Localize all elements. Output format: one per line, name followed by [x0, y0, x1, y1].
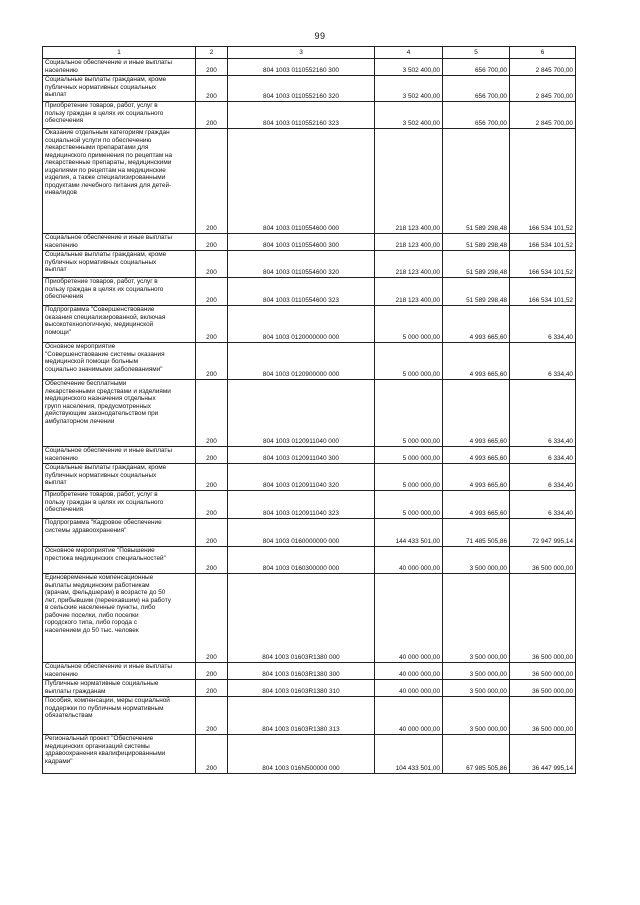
- row-remaining-amount-cell: [510, 547, 576, 574]
- row-executed-amount-cell-text: 4 993 665,60: [469, 370, 507, 378]
- row-executed-amount-cell-text: 51 589 298,48: [466, 241, 507, 249]
- table-row: [43, 343, 576, 380]
- row-classification-code-cell-text: 804 1003 0120911040 000: [263, 437, 339, 445]
- row-classification-code-cell: [228, 574, 375, 663]
- row-name-cell: [43, 306, 196, 343]
- table-body: [43, 59, 576, 774]
- row-assigned-amount-cell: [375, 663, 443, 680]
- row-executed-amount-cell-text: 4 993 665,60: [469, 509, 507, 517]
- row-classification-code-cell: [228, 491, 375, 519]
- row-executed-amount-cell: [443, 447, 510, 464]
- row-code-cell: [196, 519, 228, 547]
- row-assigned-amount-cell: [375, 76, 443, 102]
- budget-table: [42, 46, 576, 774]
- row-classification-code-cell: [228, 697, 375, 735]
- row-executed-amount-cell: [443, 278, 510, 306]
- row-assigned-amount-cell: [375, 735, 443, 774]
- row-remaining-amount-cell: [510, 574, 576, 663]
- row-classification-code-cell: [228, 464, 375, 491]
- row-name-cell-text: Социальное обеспечение и иные выплаты населению: [45, 447, 172, 462]
- row-remaining-amount-cell-text: 166 534 101,52: [528, 296, 573, 304]
- row-code-cell: [196, 129, 228, 234]
- row-executed-amount-cell-text: 656 700,00: [475, 66, 507, 74]
- row-name-cell: [43, 519, 196, 547]
- row-assigned-amount-cell: [375, 251, 443, 278]
- row-assigned-amount-cell-text: 144 433 501,00: [395, 537, 440, 545]
- row-code-cell: [196, 102, 228, 129]
- row-assigned-amount-cell: [375, 574, 443, 663]
- row-executed-amount-cell: [443, 519, 510, 547]
- row-code-cell-text: 200: [206, 509, 217, 517]
- row-remaining-amount-cell: [510, 663, 576, 680]
- row-classification-code-cell-text: 804 1003 0110554600 320: [263, 268, 339, 276]
- row-classification-code-cell: [228, 59, 375, 76]
- row-remaining-amount-cell-text: 36 500 000,00: [532, 687, 573, 695]
- row-remaining-amount-cell: [510, 343, 576, 380]
- row-assigned-amount-cell: [375, 464, 443, 491]
- row-assigned-amount-cell: [375, 343, 443, 380]
- row-code-cell-text: 200: [206, 66, 217, 74]
- row-name-cell: [43, 380, 196, 447]
- row-classification-code-cell-text: 804 1003 016N500000 000: [262, 764, 340, 772]
- row-executed-amount-cell: [443, 251, 510, 278]
- row-code-cell: [196, 547, 228, 574]
- row-classification-code-cell-text: 804 1003 0110552160 300: [263, 66, 339, 74]
- row-classification-code-cell-text: 804 1003 0110554600 323: [263, 296, 339, 304]
- row-executed-amount-cell-text: 4 993 665,60: [469, 437, 507, 445]
- table-header-row: [43, 47, 576, 59]
- row-name-cell-text: Пособия, компенсации, меры социальной поддержки по публичным нормативным обязательствам: [45, 697, 170, 719]
- row-assigned-amount-cell-text: 104 433 501,00: [395, 764, 440, 772]
- row-assigned-amount-cell-text: 40 000 000,00: [399, 687, 440, 695]
- row-name-cell: [43, 76, 196, 102]
- row-code-cell: [196, 278, 228, 306]
- row-name-cell-text: Основное мероприятие "Повышение престижа медицинских специальностей": [45, 547, 166, 562]
- table-row: [43, 306, 576, 343]
- row-remaining-amount-cell-text: 36 500 000,00: [532, 564, 573, 572]
- row-name-cell-text: Социальное обеспечение и иные выплаты населению: [45, 234, 172, 249]
- row-classification-code-cell: [228, 129, 375, 234]
- header-col-2: 2: [196, 47, 228, 59]
- row-code-cell-text: 200: [206, 564, 217, 572]
- row-classification-code-cell: [228, 663, 375, 680]
- row-remaining-amount-cell: [510, 380, 576, 447]
- row-name-cell: [43, 680, 196, 697]
- row-executed-amount-cell: [443, 59, 510, 76]
- row-code-cell-text: 200: [206, 437, 217, 445]
- row-classification-code-cell: [228, 76, 375, 102]
- table-row: [43, 519, 576, 547]
- row-assigned-amount-cell: [375, 547, 443, 574]
- row-code-cell-text: 200: [206, 537, 217, 545]
- row-code-cell-text: 200: [206, 687, 217, 695]
- row-remaining-amount-cell: [510, 76, 576, 102]
- row-classification-code-cell-text: 804 1003 0160000000 000: [262, 537, 340, 545]
- row-code-cell: [196, 735, 228, 774]
- row-assigned-amount-cell-text: 40 000 000,00: [399, 725, 440, 733]
- row-executed-amount-cell: [443, 663, 510, 680]
- row-name-cell: [43, 234, 196, 251]
- row-executed-amount-cell: [443, 680, 510, 697]
- row-classification-code-cell: [228, 735, 375, 774]
- row-executed-amount-cell: [443, 306, 510, 343]
- row-code-cell: [196, 697, 228, 735]
- row-classification-code-cell: [228, 278, 375, 306]
- table-row: [43, 251, 576, 278]
- header-col-5: 5: [443, 47, 510, 59]
- row-name-cell-text: Приобретение товаров, работ, услуг в пользу граждан в целях их социального обеспечения: [45, 491, 164, 513]
- row-name-cell-text: Оказание отдельным категориям граждан социальной услуги по обеспечению лекарственными препаратами для медицинского применения по рецептам на лекарственные препараты, медицинскими изделиями по рецептам на медицинские изделия, а также специализированными продуктами лечебного питания для детей- инвалидов: [45, 129, 173, 196]
- row-remaining-amount-cell-text: 6 334,40: [548, 481, 573, 489]
- row-assigned-amount-cell-text: 5 000 000,00: [402, 509, 440, 517]
- header-col-4: 4: [375, 47, 443, 59]
- row-assigned-amount-cell-text: 3 502 400,00: [402, 66, 440, 74]
- row-name-cell-text: Подпрограмма "Кадровое обеспечение системы здравоохранения": [45, 519, 162, 534]
- row-assigned-amount-cell: [375, 234, 443, 251]
- row-assigned-amount-cell: [375, 278, 443, 306]
- table-row: [43, 59, 576, 76]
- row-classification-code-cell-text: 804 1003 0120911040 320: [263, 481, 339, 489]
- table-row: [43, 102, 576, 129]
- row-code-cell: [196, 251, 228, 278]
- row-name-cell-text: Региональный проект "Обеспечение медицинских организаций системы здравоохранения квалифицированными кадрами": [45, 735, 166, 765]
- row-remaining-amount-cell-text: 2 845 700,00: [535, 119, 573, 127]
- row-classification-code-cell: [228, 519, 375, 547]
- row-remaining-amount-cell-text: 2 845 700,00: [535, 92, 573, 100]
- row-name-cell-text: Единовременные компенсационные выплаты медицинским работникам (врачам, фельдшерам) в возрасте до 50 лет, прибывшим (переехавшим) на работу в сельские населенные пункты, либо рабочие поселки, либо поселки городского типа, либо города с населением до 50 тыс. человек: [45, 574, 171, 634]
- row-name-cell-text: Приобретение товаров, работ, услуг в пользу граждан в целях их социального обеспечения: [45, 102, 164, 124]
- row-code-cell-text: 200: [206, 119, 217, 127]
- row-executed-amount-cell: [443, 491, 510, 519]
- row-classification-code-cell-text: 804 1003 0110552160 323: [263, 119, 339, 127]
- row-code-cell-text: 200: [206, 764, 217, 772]
- row-code-cell-text: 200: [206, 725, 217, 733]
- page-number: 99: [314, 31, 326, 41]
- table-row: [43, 234, 576, 251]
- table-row: [43, 76, 576, 102]
- row-assigned-amount-cell: [375, 380, 443, 447]
- row-remaining-amount-cell-text: 6 334,40: [548, 370, 573, 378]
- row-name-cell: [43, 59, 196, 76]
- row-name-cell: [43, 547, 196, 574]
- row-remaining-amount-cell-text: 6 334,40: [548, 509, 573, 517]
- row-assigned-amount-cell: [375, 306, 443, 343]
- row-name-cell: [43, 278, 196, 306]
- table-row: [43, 447, 576, 464]
- row-executed-amount-cell: [443, 234, 510, 251]
- header-col-6: 6: [510, 47, 576, 59]
- row-code-cell: [196, 447, 228, 464]
- table-row: [43, 380, 576, 447]
- table-row: [43, 663, 576, 680]
- row-executed-amount-cell-text: 51 589 298,48: [466, 224, 507, 232]
- row-remaining-amount-cell: [510, 519, 576, 547]
- row-assigned-amount-cell-text: 5 000 000,00: [402, 454, 440, 462]
- row-remaining-amount-cell-text: 36 500 000,00: [532, 670, 573, 678]
- table-row: [43, 464, 576, 491]
- row-name-cell: [43, 464, 196, 491]
- table-row: [43, 680, 576, 697]
- row-name-cell-text: Социальные выплаты гражданам, кроме публичных нормативных социальных выплат: [45, 76, 167, 98]
- row-assigned-amount-cell: [375, 680, 443, 697]
- row-remaining-amount-cell-text: 2 845 700,00: [535, 66, 573, 74]
- row-remaining-amount-cell: [510, 491, 576, 519]
- row-executed-amount-cell-text: 3 500 000,00: [469, 687, 507, 695]
- row-code-cell: [196, 306, 228, 343]
- row-code-cell-text: 200: [206, 481, 217, 489]
- row-name-cell-text: Социальные выплаты гражданам, кроме публичных нормативных социальных выплат: [45, 251, 167, 273]
- row-remaining-amount-cell-text: 166 534 101,52: [528, 241, 573, 249]
- row-assigned-amount-cell: [375, 491, 443, 519]
- row-classification-code-cell: [228, 102, 375, 129]
- row-classification-code-cell: [228, 306, 375, 343]
- row-name-cell: [43, 102, 196, 129]
- row-classification-code-cell-text: 804 1003 0120911040 300: [263, 454, 339, 462]
- row-remaining-amount-cell-text: 36 447 995,14: [532, 764, 573, 772]
- row-name-cell: [43, 251, 196, 278]
- row-classification-code-cell: [228, 343, 375, 380]
- row-name-cell-text: Основное мероприятие "Совершенствование системы оказания медицинской помощи больным социально значимыми заболеваниями": [45, 343, 165, 373]
- row-remaining-amount-cell: [510, 278, 576, 306]
- row-executed-amount-cell-text: 3 500 000,00: [469, 670, 507, 678]
- row-assigned-amount-cell-text: 3 502 400,00: [402, 119, 440, 127]
- row-assigned-amount-cell-text: 218 123 400,00: [395, 241, 440, 249]
- row-code-cell: [196, 574, 228, 663]
- row-executed-amount-cell-text: 3 500 000,00: [469, 725, 507, 733]
- row-executed-amount-cell: [443, 102, 510, 129]
- row-remaining-amount-cell-text: 36 500 000,00: [532, 653, 573, 661]
- row-remaining-amount-cell: [510, 306, 576, 343]
- row-executed-amount-cell: [443, 697, 510, 735]
- row-name-cell: [43, 343, 196, 380]
- row-remaining-amount-cell-text: 72 947 995,14: [532, 537, 573, 545]
- row-executed-amount-cell-text: 656 700,00: [475, 119, 507, 127]
- row-code-cell-text: 200: [206, 268, 217, 276]
- row-remaining-amount-cell: [510, 697, 576, 735]
- row-code-cell: [196, 380, 228, 447]
- row-executed-amount-cell-text: 3 500 000,00: [469, 564, 507, 572]
- row-remaining-amount-cell: [510, 234, 576, 251]
- row-remaining-amount-cell: [510, 102, 576, 129]
- row-code-cell-text: 200: [206, 92, 217, 100]
- row-classification-code-cell-text: 804 1003 0110554600 300: [263, 241, 339, 249]
- row-code-cell-text: 200: [206, 224, 217, 232]
- table-row: [43, 278, 576, 306]
- row-executed-amount-cell-text: 51 589 298,48: [466, 296, 507, 304]
- row-assigned-amount-cell: [375, 102, 443, 129]
- row-assigned-amount-cell: [375, 59, 443, 76]
- row-executed-amount-cell: [443, 735, 510, 774]
- row-classification-code-cell-text: 804 1003 0110552160 320: [263, 92, 339, 100]
- row-classification-code-cell: [228, 447, 375, 464]
- row-remaining-amount-cell: [510, 735, 576, 774]
- row-code-cell-text: 200: [206, 296, 217, 304]
- row-executed-amount-cell-text: 67 985 505,86: [466, 764, 507, 772]
- row-name-cell: [43, 697, 196, 735]
- row-code-cell: [196, 663, 228, 680]
- row-executed-amount-cell: [443, 129, 510, 234]
- table-row: [43, 735, 576, 774]
- header-col-1: 1: [43, 47, 196, 59]
- row-assigned-amount-cell: [375, 519, 443, 547]
- row-assigned-amount-cell-text: 40 000 000,00: [399, 653, 440, 661]
- row-assigned-amount-cell-text: 5 000 000,00: [402, 333, 440, 341]
- row-classification-code-cell-text: 804 1003 01603R1380 310: [262, 687, 340, 695]
- row-code-cell: [196, 680, 228, 697]
- row-assigned-amount-cell-text: 40 000 000,00: [399, 564, 440, 572]
- row-name-cell-text: Обеспечение бесплатными лекарственными средствами и изделиями медицинского назначения отдельных групп населения, предусмотренных действующим законодательством при амбулаторном лечении: [45, 380, 171, 425]
- row-code-cell: [196, 343, 228, 380]
- row-executed-amount-cell: [443, 547, 510, 574]
- row-remaining-amount-cell: [510, 129, 576, 234]
- row-remaining-amount-cell: [510, 447, 576, 464]
- row-code-cell: [196, 76, 228, 102]
- row-name-cell: [43, 491, 196, 519]
- row-name-cell-text: Подпрограмма "Совершенствование оказания специализированной, включая высокотехнологичную, медицинской помощи": [45, 306, 166, 336]
- row-classification-code-cell-text: 804 1003 01603R1380 313: [262, 725, 340, 733]
- row-classification-code-cell-text: 804 1003 0160300000 000: [262, 564, 340, 572]
- table-row: [43, 697, 576, 735]
- row-remaining-amount-cell: [510, 680, 576, 697]
- row-code-cell-text: 200: [206, 370, 217, 378]
- row-classification-code-cell: [228, 234, 375, 251]
- row-code-cell-text: 200: [206, 670, 217, 678]
- table-row: [43, 547, 576, 574]
- row-remaining-amount-cell-text: 6 334,40: [548, 437, 573, 445]
- row-executed-amount-cell: [443, 380, 510, 447]
- row-code-cell-text: 200: [206, 653, 217, 661]
- row-classification-code-cell-text: 804 1003 0120900000 000: [262, 370, 340, 378]
- row-assigned-amount-cell-text: 218 123 400,00: [395, 296, 440, 304]
- row-executed-amount-cell-text: 3 500 000,00: [469, 653, 507, 661]
- row-remaining-amount-cell: [510, 464, 576, 491]
- row-classification-code-cell-text: 804 1003 0110554600 000: [263, 224, 339, 232]
- row-classification-code-cell: [228, 680, 375, 697]
- row-code-cell: [196, 59, 228, 76]
- row-executed-amount-cell: [443, 464, 510, 491]
- row-executed-amount-cell: [443, 76, 510, 102]
- row-name-cell-text: Социальное обеспечение и иные выплаты населению: [45, 663, 172, 678]
- row-executed-amount-cell-text: 51 589 298,48: [466, 268, 507, 276]
- row-code-cell-text: 200: [206, 454, 217, 462]
- row-code-cell: [196, 491, 228, 519]
- row-executed-amount-cell-text: 4 993 665,60: [469, 454, 507, 462]
- row-code-cell-text: 200: [206, 241, 217, 249]
- row-name-cell: [43, 735, 196, 774]
- table-row: [43, 129, 576, 234]
- row-executed-amount-cell-text: 71 485 505,86: [466, 537, 507, 545]
- row-assigned-amount-cell-text: 218 123 400,00: [395, 224, 440, 232]
- row-code-cell: [196, 234, 228, 251]
- row-classification-code-cell: [228, 380, 375, 447]
- row-name-cell-text: Приобретение товаров, работ, услуг в пользу граждан в целях их социального обеспечения: [45, 278, 164, 300]
- row-code-cell: [196, 464, 228, 491]
- row-assigned-amount-cell-text: 218 123 400,00: [395, 268, 440, 276]
- row-executed-amount-cell-text: 4 993 665,60: [469, 333, 507, 341]
- row-assigned-amount-cell-text: 5 000 000,00: [402, 370, 440, 378]
- row-name-cell: [43, 129, 196, 234]
- row-assigned-amount-cell-text: 5 000 000,00: [402, 437, 440, 445]
- row-remaining-amount-cell: [510, 59, 576, 76]
- row-remaining-amount-cell-text: 6 334,40: [548, 333, 573, 341]
- row-assigned-amount-cell-text: 5 000 000,00: [402, 481, 440, 489]
- row-name-cell-text: Публичные нормативные социальные выплаты гражданам: [45, 680, 159, 695]
- row-classification-code-cell: [228, 547, 375, 574]
- row-name-cell-text: Социальное обеспечение и иные выплаты населению: [45, 59, 172, 74]
- row-executed-amount-cell-text: 656 700,00: [475, 92, 507, 100]
- row-code-cell-text: 200: [206, 333, 217, 341]
- row-assigned-amount-cell: [375, 129, 443, 234]
- row-classification-code-cell-text: 804 1003 01603R1380 000: [262, 653, 340, 661]
- row-remaining-amount-cell-text: 6 334,40: [548, 454, 573, 462]
- row-name-cell: [43, 574, 196, 663]
- table-row: [43, 491, 576, 519]
- row-remaining-amount-cell: [510, 251, 576, 278]
- row-classification-code-cell-text: 804 1003 0120000000 000: [262, 333, 340, 341]
- row-assigned-amount-cell-text: 40 000 000,00: [399, 670, 440, 678]
- row-classification-code-cell-text: 804 1003 0120911040 323: [263, 509, 339, 517]
- row-remaining-amount-cell-text: 36 500 000,00: [532, 725, 573, 733]
- table-row: [43, 574, 576, 663]
- row-executed-amount-cell-text: 4 993 665,60: [469, 481, 507, 489]
- row-remaining-amount-cell-text: 166 534 101,52: [528, 268, 573, 276]
- header-col-3: 3: [228, 47, 375, 59]
- row-assigned-amount-cell: [375, 447, 443, 464]
- row-classification-code-cell: [228, 251, 375, 278]
- row-executed-amount-cell: [443, 574, 510, 663]
- row-assigned-amount-cell-text: 3 502 400,00: [402, 92, 440, 100]
- row-name-cell: [43, 663, 196, 680]
- row-name-cell: [43, 447, 196, 464]
- row-remaining-amount-cell-text: 166 534 101,52: [528, 224, 573, 232]
- row-executed-amount-cell: [443, 343, 510, 380]
- row-name-cell-text: Социальные выплаты гражданам, кроме публичных нормативных социальных выплат: [45, 464, 167, 486]
- row-assigned-amount-cell: [375, 697, 443, 735]
- row-classification-code-cell-text: 804 1003 01603R1380 300: [262, 670, 340, 678]
